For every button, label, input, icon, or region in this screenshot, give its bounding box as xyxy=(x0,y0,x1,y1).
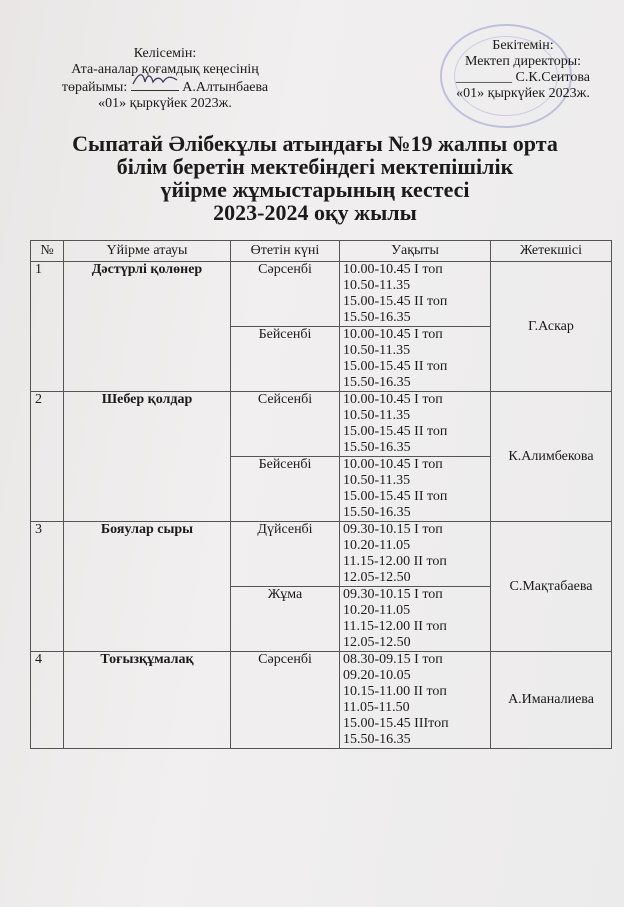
time-slot: 11.15-12.00 II топ xyxy=(343,619,447,634)
header-day: Өтетін күні xyxy=(231,241,340,262)
schedule-table xyxy=(30,240,612,749)
session-day: Дүйсенбі xyxy=(231,522,340,587)
time-slot: 15.00-15.45 II топ xyxy=(343,424,448,439)
agreement-chair xyxy=(30,78,300,96)
club-leader: Г.Аскар xyxy=(491,262,612,392)
time-slot: 15.50-16.35 xyxy=(343,732,411,747)
time-slot: 10.20-11.05 xyxy=(343,603,411,618)
club-name: Тоғызқұмалақ xyxy=(64,652,231,749)
approval-date: «01» қыркүйек 2023ж. xyxy=(456,86,590,101)
agreement-heading: Келісемін: xyxy=(133,46,197,61)
club-leader: К.Алимбекова xyxy=(491,392,612,522)
session-times xyxy=(340,522,491,587)
time-slot: 12.05-12.50 xyxy=(343,570,411,585)
session-day: Сейсенбі xyxy=(231,392,340,457)
header-leader: Жетекшісі xyxy=(491,241,612,262)
session-times xyxy=(340,327,491,392)
agreement-council: Ата-аналар қоғамдық кеңесінің xyxy=(71,62,259,77)
time-slot: 10.00-10.45 I топ xyxy=(343,392,443,407)
session-day: Сәрсенбі xyxy=(231,652,340,749)
header-time: Уақыты xyxy=(340,241,491,262)
title-line-3: үйірме жұмыстарының кестесі xyxy=(160,177,470,202)
time-slot: 10.00-10.45 I топ xyxy=(343,327,443,342)
time-slot: 15.50-16.35 xyxy=(343,505,411,520)
approval-block xyxy=(428,38,618,102)
title-line-1: Сыпатай Әлібекұлы атындағы №19 жалпы орта xyxy=(72,131,558,156)
session-times xyxy=(340,262,491,327)
row-number: 3 xyxy=(31,522,64,652)
time-slot: 08.30-09.15 I топ xyxy=(343,652,443,667)
header-club-name: Үйірме атауы xyxy=(64,241,231,262)
title-line-2: білім беретін мектебіндегі мектепішілік xyxy=(116,154,514,179)
agreement-date: «01» қыркүйек 2023ж. xyxy=(98,96,232,111)
time-slot: 11.15-12.00 II топ xyxy=(343,554,447,569)
time-slot: 10.00-10.45 I топ xyxy=(343,457,443,472)
time-slot: 10.50-11.35 xyxy=(343,343,411,358)
row-number: 4 xyxy=(31,652,64,749)
club-name: Дәстүрлі қолөнер xyxy=(64,262,231,392)
time-slot: 09.30-10.15 I топ xyxy=(343,587,443,602)
time-slot: 09.30-10.15 I топ xyxy=(343,522,443,537)
session-day: Бейсенбі xyxy=(231,457,340,522)
row-number: 2 xyxy=(31,392,64,522)
club-name: Бояулар сыры xyxy=(64,522,231,652)
title-line-4: 2023-2024 оқу жылы xyxy=(213,200,417,225)
time-slot: 10.00-10.45 I топ xyxy=(343,262,443,277)
time-slot: 10.15-11.00 II топ xyxy=(343,684,447,699)
session-day: Жұма xyxy=(231,587,340,652)
time-slot: 15.50-16.35 xyxy=(343,440,411,455)
time-slot: 15.50-16.35 xyxy=(343,310,411,325)
approval-heading: Бекітемін: xyxy=(492,38,554,53)
session-day: Сәрсенбі xyxy=(231,262,340,327)
session-times xyxy=(340,457,491,522)
time-slot: 10.50-11.35 xyxy=(343,408,411,423)
time-slot: 11.05-11.50 xyxy=(343,700,410,715)
time-slot: 10.50-11.35 xyxy=(343,278,411,293)
session-day: Бейсенбі xyxy=(231,327,340,392)
approval-position: Мектеп директоры: xyxy=(464,54,582,69)
time-slot: 09.20-10.05 xyxy=(343,668,411,683)
club-name: Шебер қолдар xyxy=(64,392,231,522)
time-slot: 15.50-16.35 xyxy=(343,375,411,390)
time-slot: 10.20-11.05 xyxy=(343,538,411,553)
table-row xyxy=(31,262,612,327)
document-title xyxy=(30,132,600,224)
time-slot: 15.00-15.45 II топ xyxy=(343,489,448,504)
time-slot: 12.05-12.50 xyxy=(343,635,411,650)
session-times xyxy=(340,652,491,749)
table-row xyxy=(31,652,612,749)
approval-director: ________ С.К.Сеитова xyxy=(456,70,590,85)
header-number: № xyxy=(31,241,64,262)
session-times xyxy=(340,392,491,457)
club-leader: А.Иманалиева xyxy=(491,652,612,749)
row-number: 1 xyxy=(31,262,64,392)
agreement-block xyxy=(30,46,300,112)
time-slot: 10.50-11.35 xyxy=(343,473,411,488)
time-slot: 15.00-15.45 IIIтоп xyxy=(343,716,449,731)
club-leader: С.Мақтабаева xyxy=(491,522,612,652)
table-row xyxy=(31,392,612,457)
table-header-row xyxy=(31,241,612,262)
table-row xyxy=(31,522,612,587)
session-times xyxy=(340,587,491,652)
handwritten-signature xyxy=(131,78,179,91)
table-body xyxy=(31,262,612,749)
time-slot: 15.00-15.45 II топ xyxy=(343,294,448,309)
agreement-chair-label: төрайымы: xyxy=(61,80,128,95)
agreement-chair-name: А.Алтынбаева xyxy=(182,80,269,95)
time-slot: 15.00-15.45 II топ xyxy=(343,359,448,374)
